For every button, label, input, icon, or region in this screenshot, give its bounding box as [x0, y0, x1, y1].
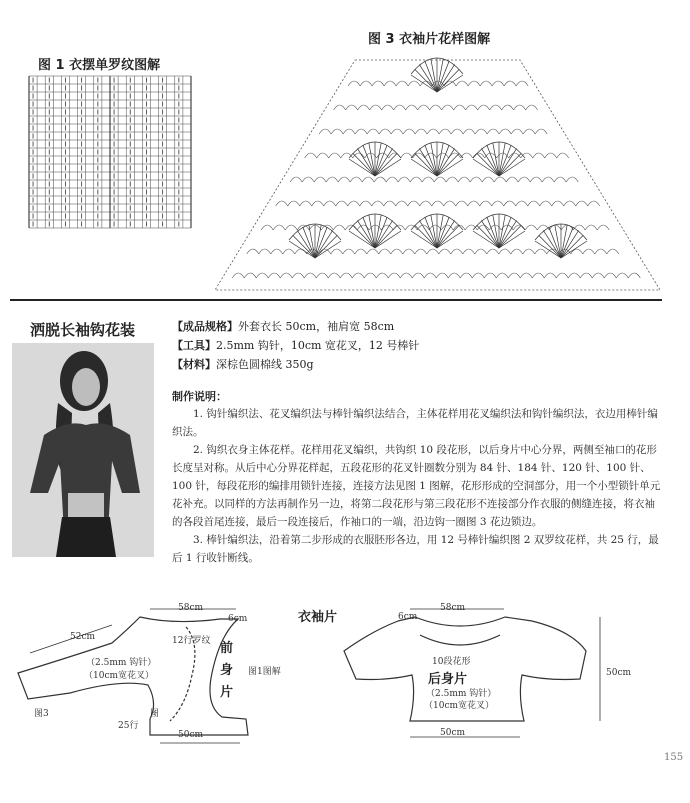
sleeve-piece-label: 衣袖片 [298, 610, 338, 625]
front-bottom-width: 50cm [178, 730, 204, 740]
front-panel-label: 前身片 [220, 641, 234, 700]
back-top-width: 58cm [440, 603, 466, 613]
front-rib-label: 12行罗纹 [172, 636, 211, 646]
back-collar-width: 6cm [398, 612, 418, 622]
front-top-width: 58cm [178, 603, 204, 613]
step-2: 2. 钩织衣身主体花样。花样用花叉编织，共钩织 10 段花形，以后身片中心分界，两侧至袖口的花形长度呈对称。从后中心分界花样起，五段花形的花叉针圈数分别为 84 针、184 针、120 针、100 针、100 针，每段花形的编排用锁针连接，连接方法见图 1 图解，花形形成的空洞部分，用一个小型锁针单元花补充。以同样的方法再制作另一边，将第二段花形与第三段花形不连接部分作衣服的侧缝连接，将衣袖的各段首尾连接，最后一段连接后，作袖口的一端，沿边钩一圈图 3 花边锁边。 [172, 444, 661, 528]
fig3-reference: 图3 [34, 709, 49, 719]
section-divider [10, 299, 662, 301]
fig3-title: 图 3 衣袖片花样图解 [368, 32, 491, 47]
back-height: 50cm [606, 668, 632, 678]
fig1-title: 图 1 衣摆单罗纹图解 [38, 58, 161, 73]
spec-materials: 【材料】深棕色圆棉线 350g [172, 358, 314, 371]
fig-reference: 图 [150, 709, 160, 719]
back-panel-label: 后身片 [428, 672, 468, 687]
instructions-body [172, 405, 662, 567]
back-fork-label: （10cm宽花叉） [424, 701, 495, 711]
spec-tools: 【工具】2.5mm 钩针，10cm 宽花叉，12 号棒针 [172, 339, 420, 352]
front-collar-width: 6cm [228, 614, 248, 624]
back-segments-label: 10段花形 [432, 657, 471, 667]
front-hook-label: （2.5mm 钩针） [86, 658, 157, 668]
sleeve-lace-chart [215, 58, 660, 295]
front-rows: 25行 [118, 721, 139, 731]
spec-size: 【成品规格】外套衣长 50cm，袖肩宽 58cm [172, 320, 395, 333]
step-3: 3. 棒针编织法，沿着第二步形成的衣服胚形各边，用 12 号棒针编织图 2 双罗纹花样，共 25 行，最后 1 行收针断线。 [172, 534, 659, 564]
model-photo [12, 343, 154, 557]
page-number: 155 [664, 752, 684, 763]
article-title: 洒脱长袖钩花装 [30, 321, 136, 339]
front-fork-label: （10cm宽花叉） [84, 671, 155, 681]
fig1-reference: 图1图解 [248, 667, 281, 677]
front-left-length: 52cm [70, 632, 96, 642]
back-hook-label: （2.5mm 钩针） [426, 689, 497, 699]
step-1: 1. 钩针编织法、花叉编织法与棒针编织法结合，主体花样用花叉编织法和钩针编织法，衣边用棒针编织法。 [172, 408, 658, 438]
back-bottom-width: 50cm [440, 728, 466, 738]
rib-pattern-grid [29, 76, 191, 228]
instructions-heading: 制作说明： [172, 390, 227, 403]
